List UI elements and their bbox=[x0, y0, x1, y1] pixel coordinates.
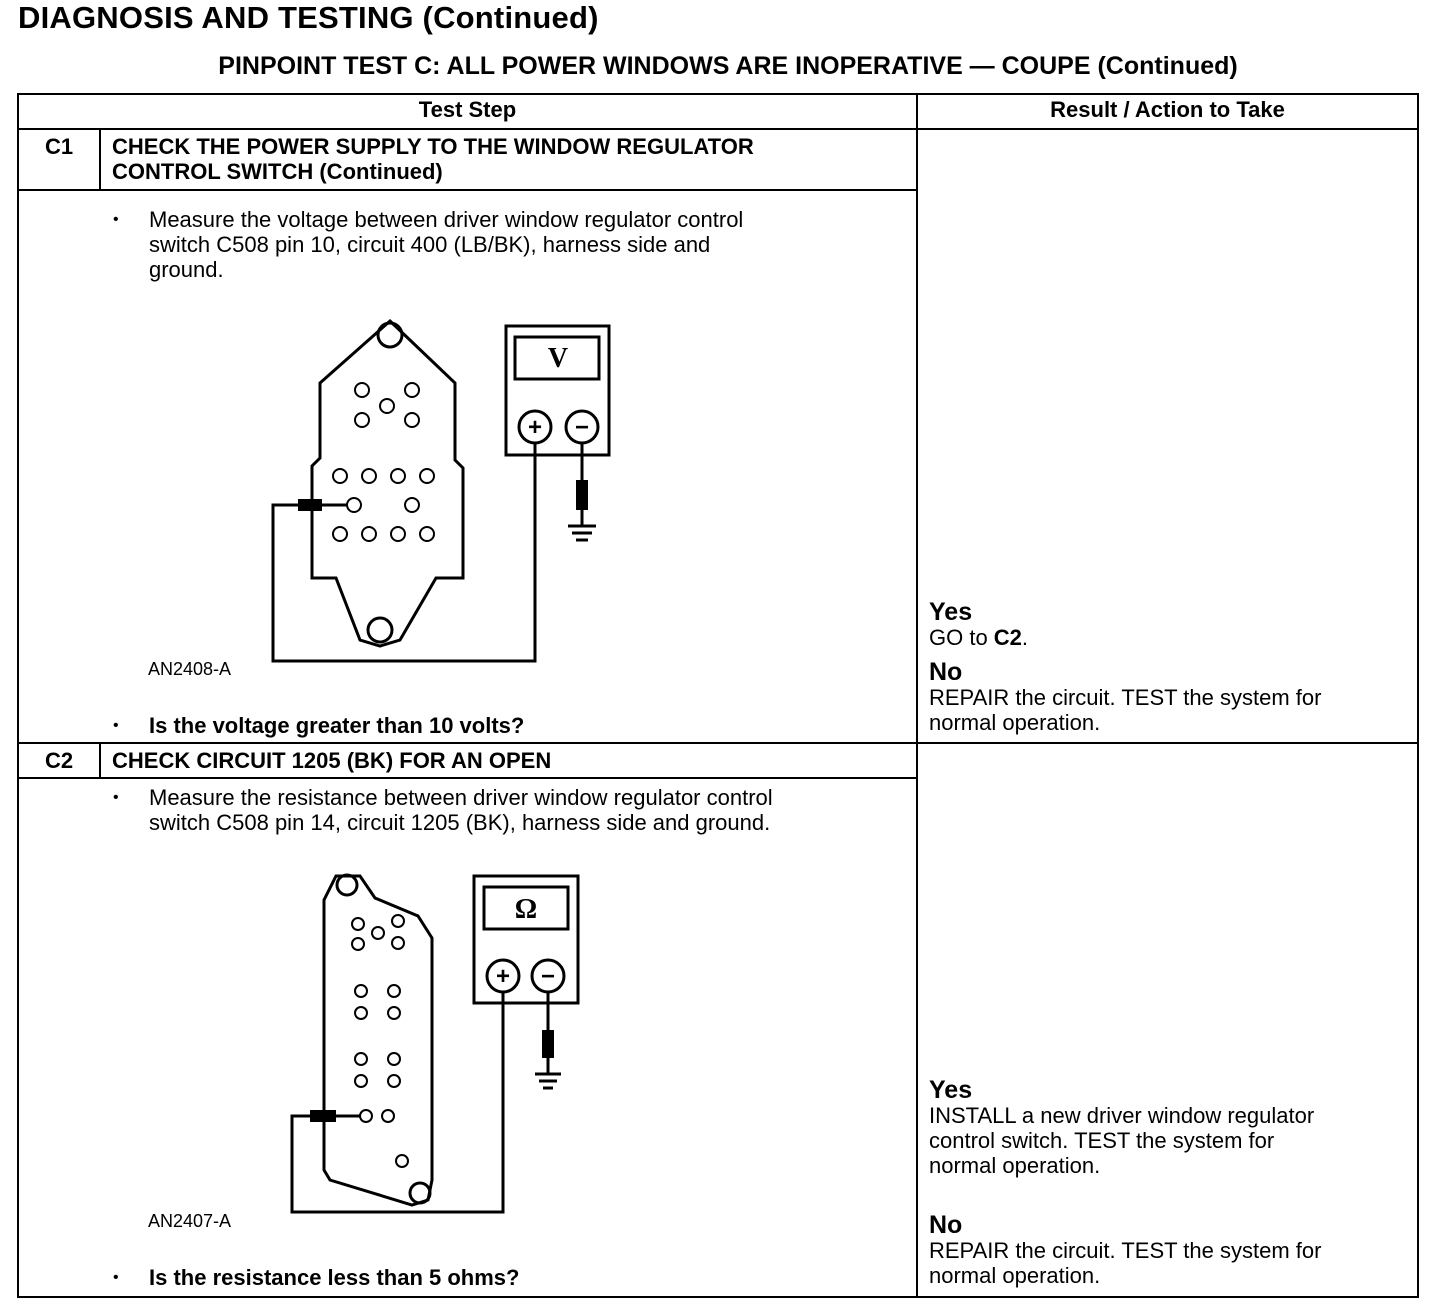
probe-tip bbox=[576, 480, 588, 510]
no-label: No bbox=[929, 658, 963, 686]
c2-step-title: CHECK CIRCUIT 1205 (BK) FOR AN OPEN bbox=[112, 748, 552, 773]
table-border-right bbox=[1417, 93, 1419, 1298]
connector-mount-hole bbox=[368, 618, 392, 642]
plus-sign: + bbox=[495, 963, 511, 990]
instruction-line: Measure the voltage between driver window regulator control bbox=[149, 207, 744, 232]
yes-action-suffix: . bbox=[1021, 625, 1029, 650]
c1-title-divider bbox=[17, 189, 918, 191]
figure-id-an2407: AN2407-A bbox=[148, 1211, 232, 1231]
figure-id-an2408: AN2408-A bbox=[148, 659, 232, 679]
c2-question bbox=[113, 1265, 520, 1290]
question-text: Is the voltage greater than 10 volts? bbox=[149, 713, 525, 738]
header-divider bbox=[17, 128, 1419, 130]
c1-title-line: CONTROL SWITCH (Continued) bbox=[112, 159, 443, 184]
no-action-line: normal operation. bbox=[929, 1263, 1101, 1288]
connector-mount-hole bbox=[337, 875, 357, 895]
header-test-step: Test Step bbox=[418, 97, 517, 122]
ohmmeter-connector-diagram bbox=[285, 865, 595, 1215]
no-action-line: normal operation. bbox=[929, 710, 1101, 735]
table-border-top bbox=[17, 93, 1419, 95]
step-divider bbox=[17, 742, 1419, 744]
c1-step-id: C1 bbox=[44, 134, 74, 159]
instruction-line: switch C508 pin 10, circuit 400 (LB/BK), harness side and bbox=[149, 232, 711, 257]
meter-symbol-volts: V bbox=[547, 343, 569, 374]
connector-mount-hole bbox=[378, 323, 402, 347]
probe-tip bbox=[542, 1030, 554, 1058]
connector-mount-hole bbox=[410, 1183, 430, 1203]
instruction-line: ground. bbox=[149, 257, 224, 282]
goto-step-link[interactable]: C2 bbox=[993, 625, 1022, 650]
c1-result bbox=[929, 599, 1409, 735]
instruction-line: switch C508 pin 14, circuit 1205 (BK), harness side and ground. bbox=[149, 810, 771, 835]
bullet: • bbox=[113, 789, 119, 806]
table-border-bottom bbox=[17, 1296, 1419, 1298]
page-title: DIAGNOSIS AND TESTING (Continued) bbox=[18, 0, 599, 35]
header-result-action: Result / Action to Take bbox=[1050, 97, 1285, 122]
question-text: Is the resistance less than 5 ohms? bbox=[149, 1265, 520, 1290]
bullet: • bbox=[113, 1269, 119, 1286]
connector-pins bbox=[333, 383, 434, 541]
column-divider bbox=[916, 93, 918, 1298]
no-action-line: REPAIR the circuit. TEST the system for bbox=[929, 685, 1322, 710]
minus-sign: − bbox=[574, 414, 590, 441]
c1-instruction bbox=[113, 207, 744, 282]
probe-tip bbox=[298, 499, 322, 511]
yes-action-line: normal operation. bbox=[929, 1153, 1101, 1178]
c2-step-id: C2 bbox=[44, 748, 74, 773]
meter-symbol-ohms: Ω bbox=[514, 894, 538, 925]
bullet: • bbox=[113, 717, 119, 734]
plus-sign: + bbox=[527, 414, 543, 441]
probe-tip bbox=[310, 1110, 336, 1122]
c2-title-divider bbox=[17, 777, 918, 779]
c1-question bbox=[113, 713, 525, 738]
connector-pins bbox=[352, 915, 408, 1167]
yes-action-text: GO to bbox=[929, 625, 994, 650]
c1-title-line: CHECK THE POWER SUPPLY TO THE WINDOW REGULATOR bbox=[112, 134, 754, 159]
yes-action bbox=[929, 625, 1409, 650]
voltmeter-connector-diagram bbox=[260, 315, 640, 675]
connector-outline bbox=[324, 876, 432, 1205]
pinpoint-test-title: PINPOINT TEST C: ALL POWER WINDOWS ARE INOPERATIVE — COUPE (Continued) bbox=[218, 52, 1238, 80]
c2-instruction bbox=[113, 785, 773, 835]
yes-label: Yes bbox=[929, 598, 973, 626]
yes-label: Yes bbox=[929, 1076, 973, 1104]
instruction-line: Measure the resistance between driver window regulator control bbox=[149, 785, 773, 810]
no-label: No bbox=[929, 1211, 963, 1239]
yes-action-line: INSTALL a new driver window regulator bbox=[929, 1103, 1315, 1128]
test-leads bbox=[292, 992, 561, 1212]
c1-step-title bbox=[112, 134, 754, 184]
c2-result bbox=[929, 1077, 1409, 1288]
bullet: • bbox=[113, 211, 119, 228]
minus-sign: − bbox=[540, 963, 556, 990]
yes-action-line: control switch. TEST the system for bbox=[929, 1128, 1275, 1153]
no-action-line: REPAIR the circuit. TEST the system for bbox=[929, 1238, 1322, 1263]
table-border-left bbox=[17, 93, 19, 1298]
connector-outline bbox=[312, 321, 463, 646]
